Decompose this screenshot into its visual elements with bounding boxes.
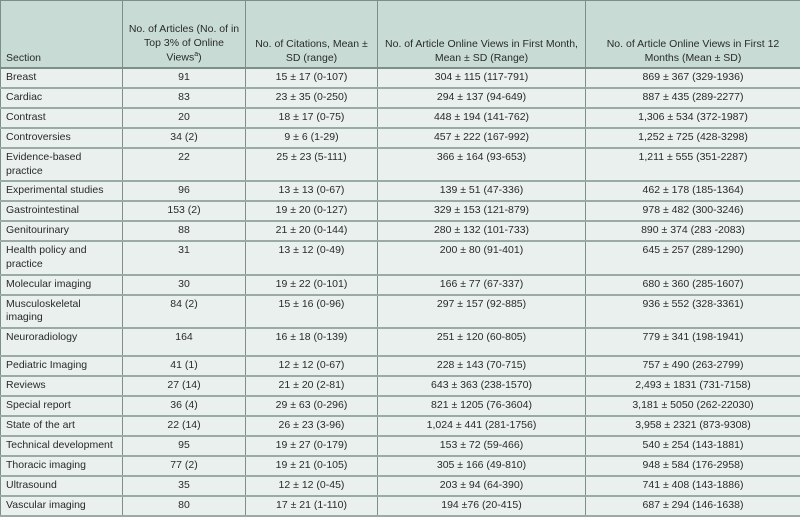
cell-section: State of the art <box>1 416 123 436</box>
cell-section: Pediatric Imaging <box>1 356 123 376</box>
cell-views-12-months: 741 ± 408 (143-1886) <box>586 476 800 496</box>
cell-citations: 15 ± 17 (0-107) <box>246 68 378 88</box>
cell-views-12-months: 887 ± 435 (289-2277) <box>586 88 800 108</box>
cell-citations: 12 ± 12 (0-45) <box>246 476 378 496</box>
cell-section: Cardiac <box>1 88 123 108</box>
cell-views-12-months: 948 ± 584 (176-2958) <box>586 456 800 476</box>
cell-citations: 19 ± 22 (0-101) <box>246 275 378 295</box>
cell-section: Vascular imaging <box>1 496 123 516</box>
cell-views-month: 821 ± 1205 (76-3604) <box>378 396 586 416</box>
table-row <box>1 456 800 476</box>
cell-citations: 9 ± 6 (1-29) <box>246 128 378 148</box>
cell-views-month: 166 ± 77 (67-337) <box>378 275 586 295</box>
table-row <box>1 201 800 221</box>
cell-views-month: 153 ± 72 (59-466) <box>378 436 586 456</box>
cell-views-month: 366 ± 164 (93-653) <box>378 148 586 181</box>
cell-articles: 31 <box>123 241 246 274</box>
cell-section: Ultrasound <box>1 476 123 496</box>
cell-views-month: 1,024 ± 441 (281-1756) <box>378 416 586 436</box>
cell-views-12-months: 540 ± 254 (143-1881) <box>586 436 800 456</box>
cell-views-12-months: 2,493 ± 1831 (731-7158) <box>586 376 800 396</box>
cell-views-month: 139 ± 51 (47-336) <box>378 181 586 201</box>
table-row <box>1 181 800 201</box>
header-articles <box>123 1 246 69</box>
cell-section: Evidence-based practice <box>1 148 123 181</box>
cell-citations: 15 ± 16 (0-96) <box>246 295 378 328</box>
cell-views-month: 194 ±76 (20-415) <box>378 496 586 516</box>
table-row <box>1 68 800 88</box>
cell-citations: 12 ± 12 (0-67) <box>246 356 378 376</box>
cell-articles: 34 (2) <box>123 128 246 148</box>
cell-citations: 16 ± 18 (0-139) <box>246 328 378 356</box>
cell-section: Reviews <box>1 376 123 396</box>
cell-views-12-months: 890 ± 374 (283 -2083) <box>586 221 800 241</box>
cell-views-month: 643 ± 363 (238-1570) <box>378 376 586 396</box>
cell-views-month: 200 ± 80 (91-401) <box>378 241 586 274</box>
cell-views-12-months: 462 ± 178 (185-1364) <box>586 181 800 201</box>
cell-articles: 153 (2) <box>123 201 246 221</box>
cell-views-12-months: 757 ± 490 (263-2799) <box>586 356 800 376</box>
cell-articles: 96 <box>123 181 246 201</box>
cell-citations: 23 ± 35 (0-250) <box>246 88 378 108</box>
cell-views-12-months: 3,181 ± 5050 (262-22030) <box>586 396 800 416</box>
cell-section: Thoracic imaging <box>1 456 123 476</box>
cell-articles: 83 <box>123 88 246 108</box>
cell-section: Special report <box>1 396 123 416</box>
header-row <box>1 1 800 69</box>
cell-views-12-months: 1,252 ± 725 (428-3298) <box>586 128 800 148</box>
cell-articles: 84 (2) <box>123 295 246 328</box>
cell-citations: 21 ± 20 (0-144) <box>246 221 378 241</box>
cell-articles: 88 <box>123 221 246 241</box>
table-row <box>1 128 800 148</box>
table-row <box>1 476 800 496</box>
cell-section: Genitourinary <box>1 221 123 241</box>
cell-views-month: 304 ± 115 (117-791) <box>378 68 586 88</box>
cell-views-month: 297 ± 157 (92-885) <box>378 295 586 328</box>
cell-articles: 27 (14) <box>123 376 246 396</box>
cell-views-month: 294 ± 137 (94-649) <box>378 88 586 108</box>
cell-views-month: 203 ± 94 (64-390) <box>378 476 586 496</box>
cell-views-12-months: 869 ± 367 (329-1936) <box>586 68 800 88</box>
cell-views-12-months: 978 ± 482 (300-3246) <box>586 201 800 221</box>
cell-section: Neuroradiology <box>1 328 123 356</box>
cell-views-month: 280 ± 132 (101-733) <box>378 221 586 241</box>
header-citations: No. of Citations, Mean ± SD (range) <box>246 1 378 69</box>
cell-views-month: 448 ± 194 (141-762) <box>378 108 586 128</box>
cell-section: Musculoskeletal imaging <box>1 295 123 328</box>
cell-section: Contrast <box>1 108 123 128</box>
cell-section: Health policy and practice <box>1 241 123 274</box>
cell-views-month: 457 ± 222 (167-992) <box>378 128 586 148</box>
table-row <box>1 88 800 108</box>
cell-articles: 41 (1) <box>123 356 246 376</box>
cell-articles: 22 (14) <box>123 416 246 436</box>
cell-articles: 22 <box>123 148 246 181</box>
cell-views-12-months: 645 ± 257 (289-1290) <box>586 241 800 274</box>
header-section: Section <box>1 1 123 69</box>
cell-section: Technical development <box>1 436 123 456</box>
cell-views-12-months: 1,211 ± 555 (351-2287) <box>586 148 800 181</box>
cell-views-month: 228 ± 143 (70-715) <box>378 356 586 376</box>
table-row <box>1 436 800 456</box>
table-row <box>1 396 800 416</box>
table-row <box>1 496 800 516</box>
cell-citations: 25 ± 23 (5-111) <box>246 148 378 181</box>
cell-articles: 30 <box>123 275 246 295</box>
cell-views-12-months: 687 ± 294 (146-1638) <box>586 496 800 516</box>
cell-views-12-months: 779 ± 341 (198-1941) <box>586 328 800 356</box>
cell-articles: 80 <box>123 496 246 516</box>
cell-views-12-months: 1,306 ± 534 (372-1987) <box>586 108 800 128</box>
table-row <box>1 241 800 274</box>
cell-articles: 20 <box>123 108 246 128</box>
cell-section: Breast <box>1 68 123 88</box>
cell-articles: 95 <box>123 436 246 456</box>
cell-citations: 29 ± 63 (0-296) <box>246 396 378 416</box>
table-row <box>1 108 800 128</box>
cell-articles: 164 <box>123 328 246 356</box>
table-row <box>1 376 800 396</box>
cell-citations: 19 ± 20 (0-127) <box>246 201 378 221</box>
cell-citations: 19 ± 27 (0-179) <box>246 436 378 456</box>
cell-section: Molecular imaging <box>1 275 123 295</box>
header-articles-close: ) <box>198 52 202 64</box>
table-row <box>1 275 800 295</box>
table-row <box>1 295 800 328</box>
cell-citations: 21 ± 20 (2-81) <box>246 376 378 396</box>
header-views-12-months: No. of Article Online Views in First 12 Months (Mean ± SD) <box>586 1 800 69</box>
cell-citations: 13 ± 13 (0-67) <box>246 181 378 201</box>
cell-views-12-months: 936 ± 552 (328-3361) <box>586 295 800 328</box>
cell-citations: 26 ± 23 (3-96) <box>246 416 378 436</box>
cell-articles: 35 <box>123 476 246 496</box>
table-row <box>1 416 800 436</box>
cell-articles: 77 (2) <box>123 456 246 476</box>
cell-articles: 91 <box>123 68 246 88</box>
cell-views-12-months: 680 ± 360 (285-1607) <box>586 275 800 295</box>
cell-citations: 17 ± 21 (1-110) <box>246 496 378 516</box>
header-views-month: No. of Article Online Views in First Month, Mean ± SD (Range) <box>378 1 586 69</box>
header-articles-text: No. of Articles (No. of in Top 3% of Online Views <box>129 23 239 64</box>
cell-views-month: 251 ± 120 (60-805) <box>378 328 586 356</box>
cell-citations: 13 ± 12 (0-49) <box>246 241 378 274</box>
cell-citations: 18 ± 17 (0-75) <box>246 108 378 128</box>
cell-section: Controversies <box>1 128 123 148</box>
table-row <box>1 356 800 376</box>
table-row <box>1 148 800 181</box>
cell-views-month: 329 ± 153 (121-879) <box>378 201 586 221</box>
cell-views-month: 305 ± 166 (49-810) <box>378 456 586 476</box>
footnote-marker: a <box>194 51 198 58</box>
cell-citations: 19 ± 21 (0-105) <box>246 456 378 476</box>
cell-views-12-months: 3,958 ± 2321 (873-9308) <box>586 416 800 436</box>
cell-articles: 36 (4) <box>123 396 246 416</box>
table-row <box>1 221 800 241</box>
table-row <box>1 328 800 356</box>
cell-section: Gastrointestinal <box>1 201 123 221</box>
cell-section: Experimental studies <box>1 181 123 201</box>
